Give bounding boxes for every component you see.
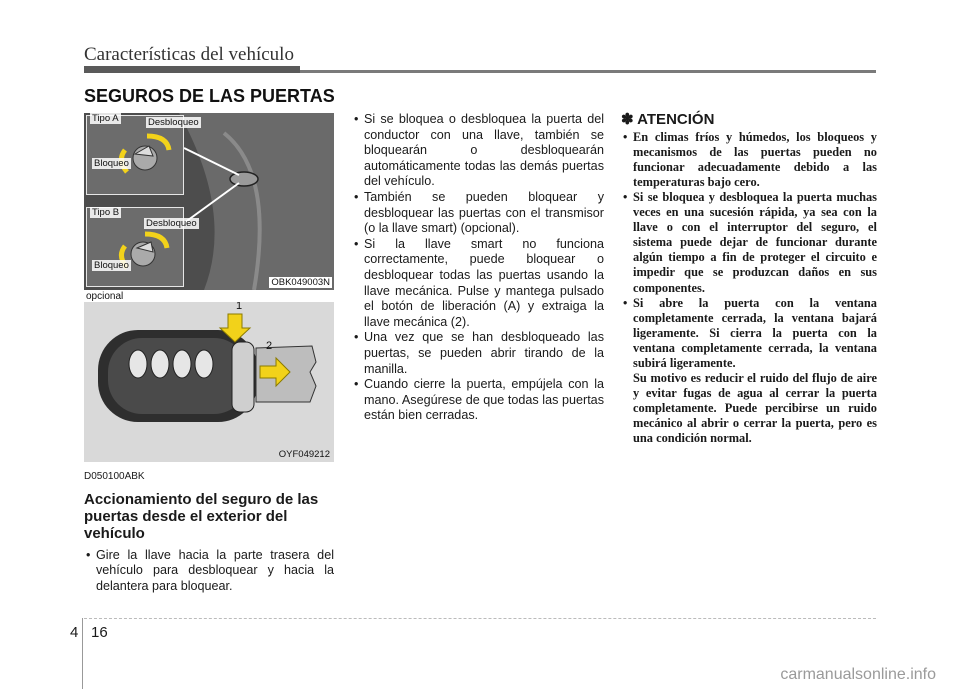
list-item: • En climas fríos y húmedos, los bloqueos y mecanismos de las puertas pueden no funcionar adecuadamente debido a las temperaturas bajo cero. bbox=[621, 130, 877, 190]
subsection-title: Accionamiento del seguro de las puertas desde el exterior del vehículo bbox=[84, 490, 319, 542]
reference-code: D050100ABK bbox=[84, 471, 145, 482]
label-unlock-b: Desbloqueo bbox=[146, 218, 197, 229]
label-type-a: Tipo A bbox=[92, 113, 119, 124]
column-left bbox=[84, 469, 334, 594]
list-item: • Si se bloquea o desbloquea la puerta del conductor con una llave, también se bloquearán o desbloquearán automáticamente todas las demás puertas del vehículo. bbox=[352, 112, 604, 190]
list-item: • También se pueden bloquear y desbloquear las puertas con el transmisor (o la llave smart) (opcional). bbox=[352, 190, 604, 237]
page-number: 16 bbox=[91, 624, 108, 641]
attention-bullet-text: Si abre la puerta con la ventana completamente cerrada, la ventana bajará ligeramente. Si cierra la puerta con la ventana completamente cerrada, la ventana subirá ligeramente. bbox=[633, 295, 877, 370]
smart-key-figure bbox=[84, 302, 334, 462]
attention-bullets bbox=[621, 130, 877, 447]
footer-rule bbox=[84, 618, 876, 620]
smart-key-illustration bbox=[84, 302, 334, 462]
marker-1: 1 bbox=[236, 302, 243, 312]
footer-divider bbox=[82, 618, 83, 689]
list-item: • Si la llave smart no funciona correctamente, puede bloquear o desbloquear todas las puertas usando la llave mecánica. Pulse y mantega pulsado el botón de liberación (A) y extraiga la llave mecánica (2). bbox=[352, 237, 604, 331]
label-lock-a: Bloqueo bbox=[94, 158, 129, 169]
list-item: • Gire la llave hacia la parte trasera del vehículo para desbloquear y hacia la delantera para bloquear. bbox=[84, 548, 334, 595]
figure2-code: OYF049212 bbox=[278, 449, 330, 460]
attention-extra-text: Su motivo es reducir el ruido del flujo de aire y evitar fugas de agua al cerrar la puerta completamente. Puede percibirse un ruido mecánico al abrir o cerrar la puerta, pero es una condición normal. bbox=[633, 371, 877, 446]
attention-box bbox=[621, 112, 877, 447]
chapter-number: 4 bbox=[70, 624, 79, 641]
door-lock-figure bbox=[84, 113, 334, 290]
figure1-code: OBK049003N bbox=[271, 277, 330, 288]
section-title: SEGUROS DE LAS PUERTAS bbox=[84, 86, 335, 106]
label-lock-b: Bloqueo bbox=[94, 260, 129, 271]
list-item: • Si se bloquea y desbloquea la puerta muchas veces en una sucesión rápida, ya sea con la llave o con el interruptor del seguro, el sistema puede dejar de funcionar durante algún tiempo a fin de proteger el circuito e impedir que se produzcan daños en sus componentes. bbox=[621, 190, 877, 296]
label-type-b: Tipo B bbox=[92, 207, 120, 218]
list-item: • Cuando cierre la puerta, empújela con la mano. Asegúrese de que todas las puertas están bien cerradas. bbox=[352, 377, 604, 424]
list-item: • Una vez que se han desbloqueado las puertas, se pueden abrir tirando de la manilla. bbox=[352, 330, 604, 377]
header-bar bbox=[84, 66, 300, 73]
left-bullets bbox=[84, 548, 334, 595]
list-item bbox=[621, 296, 877, 447]
attention-title: ✽ ATENCIÓN bbox=[621, 111, 715, 128]
middle-bullets bbox=[352, 112, 604, 424]
optional-label: opcional bbox=[86, 291, 124, 302]
label-unlock-a: Desbloqueo bbox=[148, 117, 199, 128]
column-middle bbox=[352, 112, 604, 424]
header-title: Características del vehículo bbox=[84, 44, 294, 65]
marker-2: 2 bbox=[266, 340, 273, 352]
watermark: carmanualsonline.info bbox=[780, 666, 936, 683]
